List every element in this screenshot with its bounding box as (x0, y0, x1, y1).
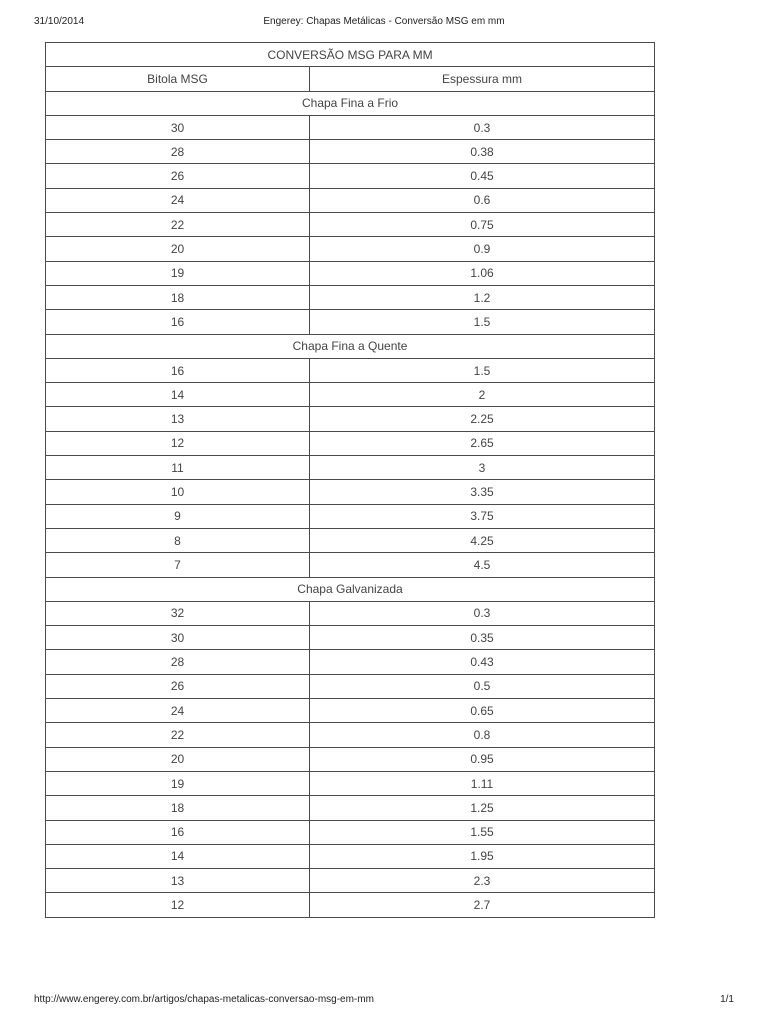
bitola-cell: 32 (46, 601, 310, 625)
table-title-row (46, 43, 655, 67)
espessura-cell: 4.25 (310, 528, 655, 552)
bitola-cell: 19 (46, 771, 310, 795)
column-header-espessura: Espessura mm (310, 67, 655, 91)
espessura-cell: 0.5 (310, 674, 655, 698)
print-url: http://www.engerey.com.br/artigos/chapas-metalicas-conversao-msg-em-mm (34, 994, 374, 1005)
espessura-cell: 0.95 (310, 747, 655, 771)
section-header-row (46, 577, 655, 601)
table-row (46, 456, 655, 480)
bitola-cell: 28 (46, 650, 310, 674)
espessura-cell: 2 (310, 383, 655, 407)
table-row (46, 747, 655, 771)
table-title: CONVERSÃO MSG PARA MM (46, 43, 655, 67)
print-footer (0, 992, 768, 1008)
table-row (46, 869, 655, 893)
page-number: 1/1 (720, 994, 734, 1005)
column-header-bitola: Bitola MSG (46, 67, 310, 91)
espessura-cell: 2.3 (310, 869, 655, 893)
bitola-cell: 16 (46, 358, 310, 382)
table-row (46, 237, 655, 261)
espessura-cell: 2.25 (310, 407, 655, 431)
bitola-cell: 20 (46, 747, 310, 771)
espessura-cell: 0.38 (310, 140, 655, 164)
espessura-cell: 3 (310, 456, 655, 480)
espessura-cell: 1.5 (310, 358, 655, 382)
bitola-cell: 13 (46, 407, 310, 431)
table-row (46, 504, 655, 528)
bitola-cell: 7 (46, 553, 310, 577)
bitola-cell: 30 (46, 115, 310, 139)
espessura-cell: 3.35 (310, 480, 655, 504)
bitola-cell: 12 (46, 893, 310, 917)
section-header-row (46, 334, 655, 358)
espessura-cell: 2.65 (310, 431, 655, 455)
espessura-cell: 0.65 (310, 699, 655, 723)
espessura-cell: 1.95 (310, 844, 655, 868)
bitola-cell: 24 (46, 188, 310, 212)
table-row (46, 893, 655, 917)
table-row (46, 674, 655, 698)
espessura-cell: 1.06 (310, 261, 655, 285)
table-row (46, 407, 655, 431)
table-row (46, 626, 655, 650)
bitola-cell: 20 (46, 237, 310, 261)
table-row (46, 553, 655, 577)
table-row (46, 431, 655, 455)
espessura-cell: 0.3 (310, 601, 655, 625)
bitola-cell: 10 (46, 480, 310, 504)
table-row (46, 188, 655, 212)
bitola-cell: 11 (46, 456, 310, 480)
bitola-cell: 16 (46, 310, 310, 334)
table-row (46, 771, 655, 795)
espessura-cell: 0.45 (310, 164, 655, 188)
bitola-cell: 22 (46, 213, 310, 237)
print-header (0, 12, 768, 28)
bitola-cell: 26 (46, 674, 310, 698)
table-row (46, 528, 655, 552)
espessura-cell: 1.25 (310, 796, 655, 820)
bitola-cell: 14 (46, 383, 310, 407)
espessura-cell: 1.2 (310, 285, 655, 309)
espessura-cell: 0.9 (310, 237, 655, 261)
table-row (46, 285, 655, 309)
espessura-cell: 1.11 (310, 771, 655, 795)
section-title: Chapa Galvanizada (46, 577, 655, 601)
bitola-cell: 22 (46, 723, 310, 747)
print-title: Engerey: Chapas Metálicas - Conversão MSG em mm (263, 16, 505, 27)
espessura-cell: 0.8 (310, 723, 655, 747)
table-row (46, 358, 655, 382)
espessura-cell: 1.5 (310, 310, 655, 334)
espessura-cell: 3.75 (310, 504, 655, 528)
table-header-row (46, 67, 655, 91)
table-row (46, 796, 655, 820)
espessura-cell: 4.5 (310, 553, 655, 577)
table-row (46, 115, 655, 139)
table-row (46, 480, 655, 504)
bitola-cell: 12 (46, 431, 310, 455)
section-header-row (46, 91, 655, 115)
bitola-cell: 19 (46, 261, 310, 285)
bitola-cell: 24 (46, 699, 310, 723)
bitola-cell: 18 (46, 796, 310, 820)
table-row (46, 723, 655, 747)
espessura-cell: 0.6 (310, 188, 655, 212)
conversion-table (45, 42, 655, 918)
table-row (46, 650, 655, 674)
espessura-cell: 0.3 (310, 115, 655, 139)
table-row (46, 261, 655, 285)
table-row (46, 213, 655, 237)
bitola-cell: 16 (46, 820, 310, 844)
espessura-cell: 0.75 (310, 213, 655, 237)
bitola-cell: 26 (46, 164, 310, 188)
espessura-cell: 2.7 (310, 893, 655, 917)
bitola-cell: 8 (46, 528, 310, 552)
espessura-cell: 1.55 (310, 820, 655, 844)
table-row (46, 140, 655, 164)
table-row (46, 820, 655, 844)
bitola-cell: 30 (46, 626, 310, 650)
table-row (46, 310, 655, 334)
espessura-cell: 0.43 (310, 650, 655, 674)
conversion-table-body (46, 43, 655, 918)
espessura-cell: 0.35 (310, 626, 655, 650)
bitola-cell: 9 (46, 504, 310, 528)
section-title: Chapa Fina a Quente (46, 334, 655, 358)
section-title: Chapa Fina a Frio (46, 91, 655, 115)
print-date: 31/10/2014 (34, 16, 85, 27)
table-row (46, 844, 655, 868)
table-row (46, 699, 655, 723)
bitola-cell: 14 (46, 844, 310, 868)
bitola-cell: 18 (46, 285, 310, 309)
table-row (46, 601, 655, 625)
bitola-cell: 28 (46, 140, 310, 164)
table-row (46, 383, 655, 407)
table-row (46, 164, 655, 188)
bitola-cell: 13 (46, 869, 310, 893)
